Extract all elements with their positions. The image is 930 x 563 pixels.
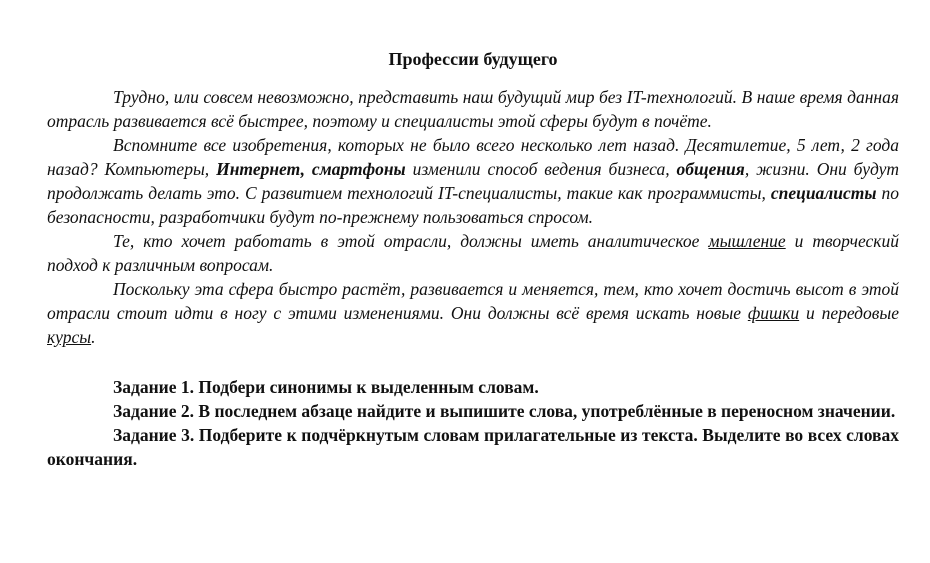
tasks-section [47, 375, 899, 471]
document-title: Профессии будущего [388, 49, 558, 69]
underlined-word: мышление [708, 231, 786, 251]
paragraph-2-text: , жизни. Они будут продолжать делать это. С развитием технологий IT-специалисты, такие как программисты, [47, 159, 899, 203]
paragraph-1: Трудно, или совсем невозможно, представить наш будущий мир без IT-технологий. В наше время данная отрасль развивается всё быстрее, поэтому и специалисты этой сферы будут в почёте. [47, 87, 899, 131]
underlined-word: курсы [47, 327, 92, 347]
task-3: Задание 3. Подберите к подчёркнутым словам прилагательные из текста. Выделите во всех словах окончания. [47, 425, 899, 469]
paragraph-4-text: и передовые [799, 303, 899, 323]
paragraph-4-text: . [91, 327, 96, 347]
document-page [47, 47, 899, 471]
paragraph-3-text: Те, кто хочет работать в этой отрасли, должны иметь аналитическое [113, 231, 709, 251]
paragraph-3 [47, 229, 899, 277]
paragraph-2-text: по безопасности, разработчики будут по-прежнему пользоваться спросом. [47, 183, 900, 227]
paragraph-2-text: изменили способ ведения бизнеса, [405, 159, 677, 179]
task-2: Задание 2. В последнем абзаце найдите и выпишите слова, употреблённые в переносном значении. [113, 401, 896, 421]
paragraph-2 [47, 133, 899, 229]
underlined-word: фишки [747, 303, 800, 323]
task-1: Задание 1. Подбери синонимы к выделенным словам. [113, 377, 539, 397]
paragraph-2-text: Вспомните все изобретения, которых не было всего несколько лет назад. Десятилетие, 5 лет, 2 года назад? Компьютеры, [47, 135, 899, 179]
highlighted-word: общения [676, 159, 745, 179]
paragraph-4 [47, 277, 899, 349]
paragraph-4-text: Поскольку эта сфера быстро растёт, развивается и меняется, тем, кто хочет достичь высот в этой отрасли стоит идти в ногу с этими изменениями. Они должны всё время искать новые [47, 279, 899, 323]
highlighted-word: специалисты [770, 183, 877, 203]
paragraph-3-text: и творческий подход к различным вопросам. [47, 231, 899, 275]
highlighted-word: Интернет, смартфоны [216, 159, 406, 179]
